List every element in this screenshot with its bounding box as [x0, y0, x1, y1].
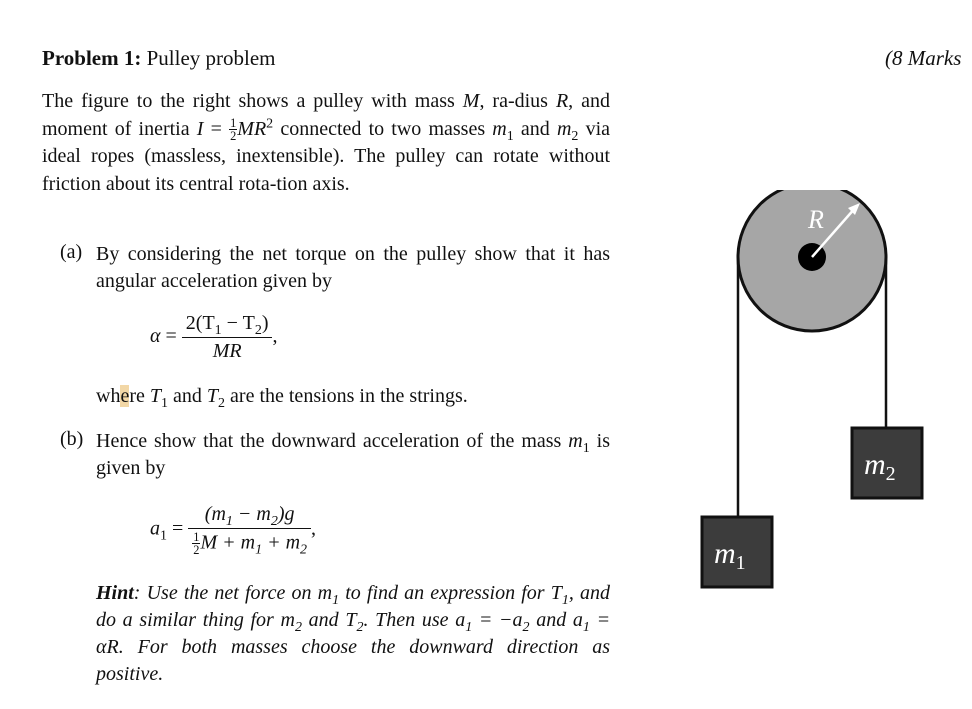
intro-text-2: , ra-dius [479, 90, 548, 112]
where-e-highlight: e [120, 385, 130, 407]
intro-text-1: The figure to the right shows a pulley with mass [42, 90, 455, 112]
intro-text-5: via ideal ropes (massless, inextensible). The pulley can rotate without friction about its central rota-tion axis. [42, 117, 611, 195]
var-M: M [462, 90, 480, 112]
intro-text-3: , and moment of inertia [42, 90, 611, 140]
alpha-comma: , [272, 325, 278, 348]
var-R: R [555, 90, 569, 112]
a1-fraction [188, 503, 311, 557]
mass-m2-label: $m_2$ [864, 448, 896, 485]
a1-equation: $a_1$ = $(m_1 - m_2)g$ $\frac{1}{2}$ $M + m_1 + m_2$ , [150, 503, 317, 558]
a1-comma: , [311, 517, 317, 540]
a1-numerator: $(m_1 - m_2)g$ [188, 503, 311, 529]
radius-label: R [808, 205, 824, 234]
alpha-equation [150, 312, 277, 363]
var-m2: m [556, 117, 572, 140]
alpha-fraction [182, 312, 273, 363]
intro-and: and [513, 117, 557, 140]
half-fraction-b: $\frac{1}{2}$ [193, 530, 200, 558]
tensions-and: and [168, 385, 207, 407]
tensions-end: are the tensions in the strings. [225, 385, 468, 407]
var-I: I [196, 117, 204, 140]
part-b-text-1: Hence show that the downward acceleration of the mass [96, 430, 562, 452]
intro-paragraph [42, 88, 610, 198]
part-a-label: (a) [60, 241, 83, 263]
problem-label: Problem 1 [42, 46, 135, 70]
half-den: 2 [230, 129, 237, 144]
sub-1: 1 [506, 128, 514, 144]
alpha-symbol: α [150, 325, 161, 348]
problem-colon: : [134, 46, 142, 70]
half-num: 1 [230, 116, 237, 130]
var-T1: T [149, 385, 162, 407]
var-m1: m [492, 117, 507, 140]
part-b-label: (b) [60, 428, 84, 450]
var-m1-b: m [568, 430, 583, 452]
var-T2: T [206, 385, 219, 407]
num-part-1: 2(T [185, 312, 215, 334]
part-b-text: Hence show that the downward acceleration of the mass $m_1$ is given by [96, 430, 610, 479]
var-MR: MR [237, 117, 267, 140]
where-re: re [129, 385, 150, 407]
mass-m1-label: $m_1$ [714, 537, 746, 574]
part-a-text: By considering the net torque on the pulley show that it has angular acceleration given by [96, 243, 610, 292]
pulley-figure [690, 190, 940, 600]
part-b-text-2: is given by [96, 430, 610, 479]
problem-title: Pulley problem [146, 46, 276, 70]
a1-eq-sign: = [172, 517, 184, 540]
exp-2: 2 [266, 115, 274, 131]
hint-label: Hint [96, 582, 134, 604]
where-wh: wh [96, 385, 121, 407]
alpha-denominator: MR [212, 340, 242, 362]
alpha-numerator: $2(T_1 - T_2)$ [182, 312, 273, 338]
intro-text-4: connected to two masses [273, 117, 486, 140]
eq-sign: = [203, 117, 230, 140]
hint-paragraph: Hint: Use the net force on $m_1$ to find an expression for $T_1$, and do a similar thing for $m_2$ and $T_2$. Then use $a_1 = -a_2$ and $a_1 = \alpha R$. For both masses choose the downward direction as positive. [96, 582, 611, 685]
problem-heading [42, 46, 276, 71]
num-part-2: − T [221, 312, 255, 334]
num-part-3: ) [261, 312, 269, 334]
tensions-line: where $T_1$ and $T_2$ are the tensions in the strings. [96, 385, 468, 411]
sub-2: 2 [571, 128, 579, 144]
marks-label: (8 Marks [885, 46, 962, 70]
a1-symbol: a [150, 517, 160, 540]
a1-denominator: $\frac{1}{2}$ $M + m_1 + m_2$ [193, 530, 308, 558]
alpha-eq-sign: = [165, 325, 177, 348]
